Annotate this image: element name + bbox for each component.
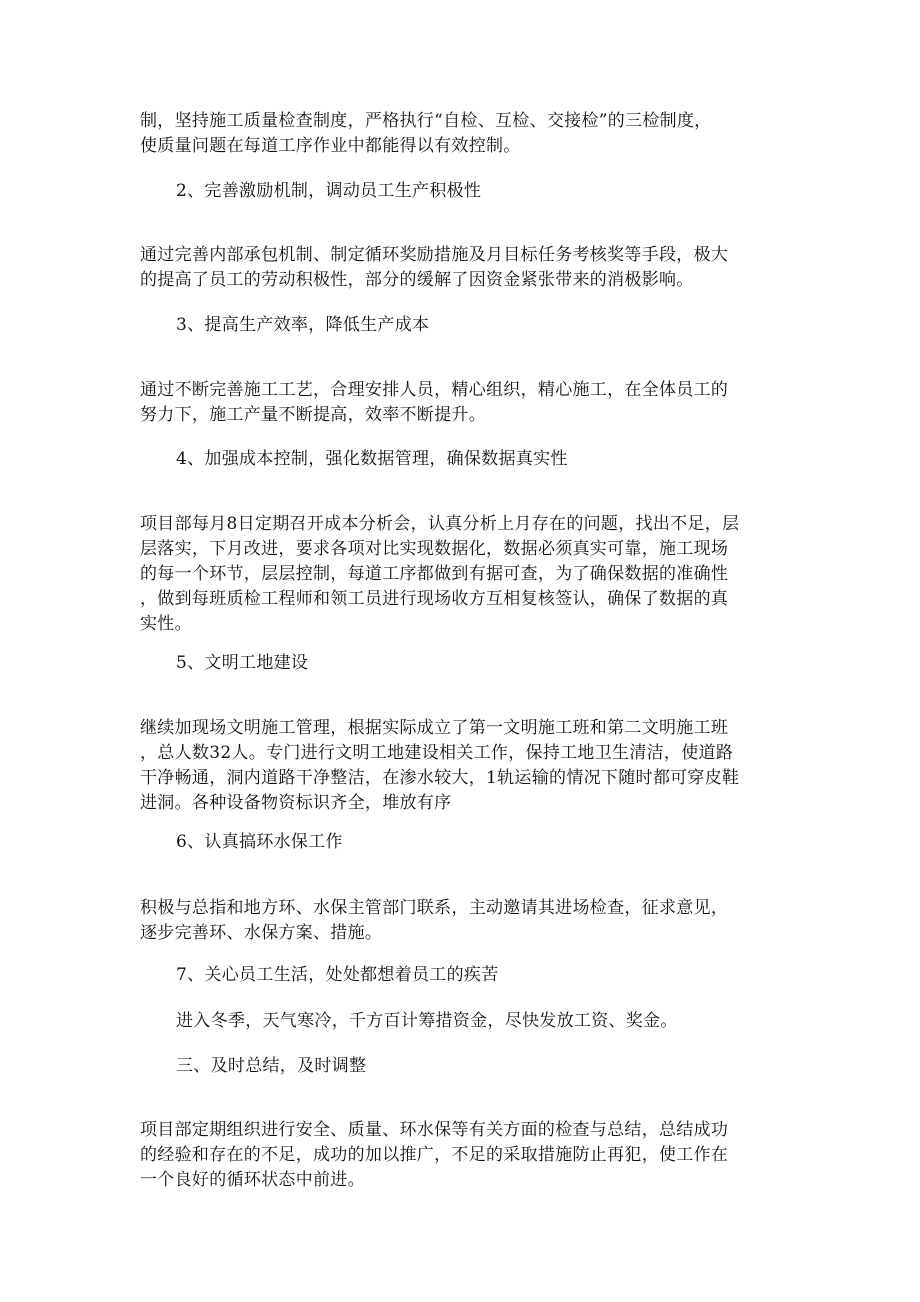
text-line: 项目部每月8日定期召开成本分析会，认真分析上月存在的问题，找出不足，层 — [140, 514, 740, 534]
heading-production-efficiency: 3、提高生产效率，降低生产成本 — [176, 315, 430, 335]
text-line: 积极与总指和地方环、水保主管部门联系，主动邀请其进场检查，征求意见， — [140, 898, 729, 918]
text-line: 的经验和存在的不足，成功的加以推广，不足的采取措施防止再犯，使工作在 — [140, 1145, 729, 1165]
text-line: 一个良好的循环状态中前进。 — [140, 1170, 365, 1190]
heading-incentive-mechanism: 2、完善激励机制，调动员工生产积极性 — [176, 181, 482, 201]
text-line: 制，坚持施工质量检查制度，严格执行“自检、互检、交接检”的三检制度， — [140, 111, 712, 131]
paragraph-efficiency — [140, 378, 800, 428]
heading-summary-adjustment: 三、及时总结，及时调整 — [176, 1056, 367, 1076]
paragraph-incentive — [140, 243, 800, 293]
text-line: ，总人数32人。专门进行文明工地建设相关工作，保持工地卫生清洁，使道路 — [140, 743, 734, 763]
text-line: 逐步完善环、水保方案、措施。 — [140, 923, 383, 943]
heading-cost-control: 4、加强成本控制，强化数据管理，确保数据真实性 — [176, 449, 568, 469]
text-line: ，做到每班质检工程师和领工员进行现场收方互相复核签认，确保了数据的真 — [140, 589, 729, 609]
paragraph-environment-water — [140, 896, 800, 946]
text-line: 进洞。各种设备物资标识齐全，堆放有序 — [140, 793, 452, 813]
text-line: 的每一个环节，层层控制，每道工序都做到有据可查，为了确保数据的准确性 — [140, 564, 729, 584]
paragraph-cost-control — [140, 512, 800, 637]
heading-civilized-site: 5、文明工地建设 — [176, 653, 309, 673]
heading-employee-care: 7、关心员工生活，处处都想着员工的疾苦 — [176, 965, 499, 985]
text-line: 使质量问题在每道工序作业中都能得以有效控制。 — [140, 136, 521, 156]
paragraph-quality-inspection — [140, 109, 800, 159]
paragraph-civilized-site — [140, 716, 800, 816]
text-line: 的提高了员工的劳动积极性，部分的缓解了因资金紧张带来的消极影响。 — [140, 270, 694, 290]
text-line: 干净畅通，洞内道路干净整洁，在渗水较大，1轨运输的情况下随时都可穿皮鞋 — [140, 768, 740, 788]
heading-environment-water: 6、认真搞环水保工作 — [176, 832, 343, 852]
text-line: 努力下，施工产量不断提高，效率不断提升。 — [140, 405, 486, 425]
text-line: 通过完善内部承包机制、制定循环奖励措施及月目标任务考核奖等手段，极大 — [140, 245, 729, 265]
paragraph-winter-wages: 进入冬季，天气寒冷，千方百计筹措资金，尽快发放工资、奖金。 — [176, 1011, 678, 1031]
text-line: 实性。 — [140, 614, 192, 634]
text-line: 层落实，下月改进，要求各项对比实现数据化，数据必须真实可靠，施工现场 — [140, 539, 729, 559]
text-line: 项目部定期组织进行安全、质量、环水保等有关方面的检查与总结，总结成功 — [140, 1120, 729, 1140]
text-line: 通过不断完善施工工艺，合理安排人员，精心组织，精心施工，在全体员工的 — [140, 380, 729, 400]
text-line: 继续加现场文明施工管理，根据实际成立了第一文明施工班和第二文明施工班 — [140, 718, 729, 738]
paragraph-summary — [140, 1118, 800, 1193]
